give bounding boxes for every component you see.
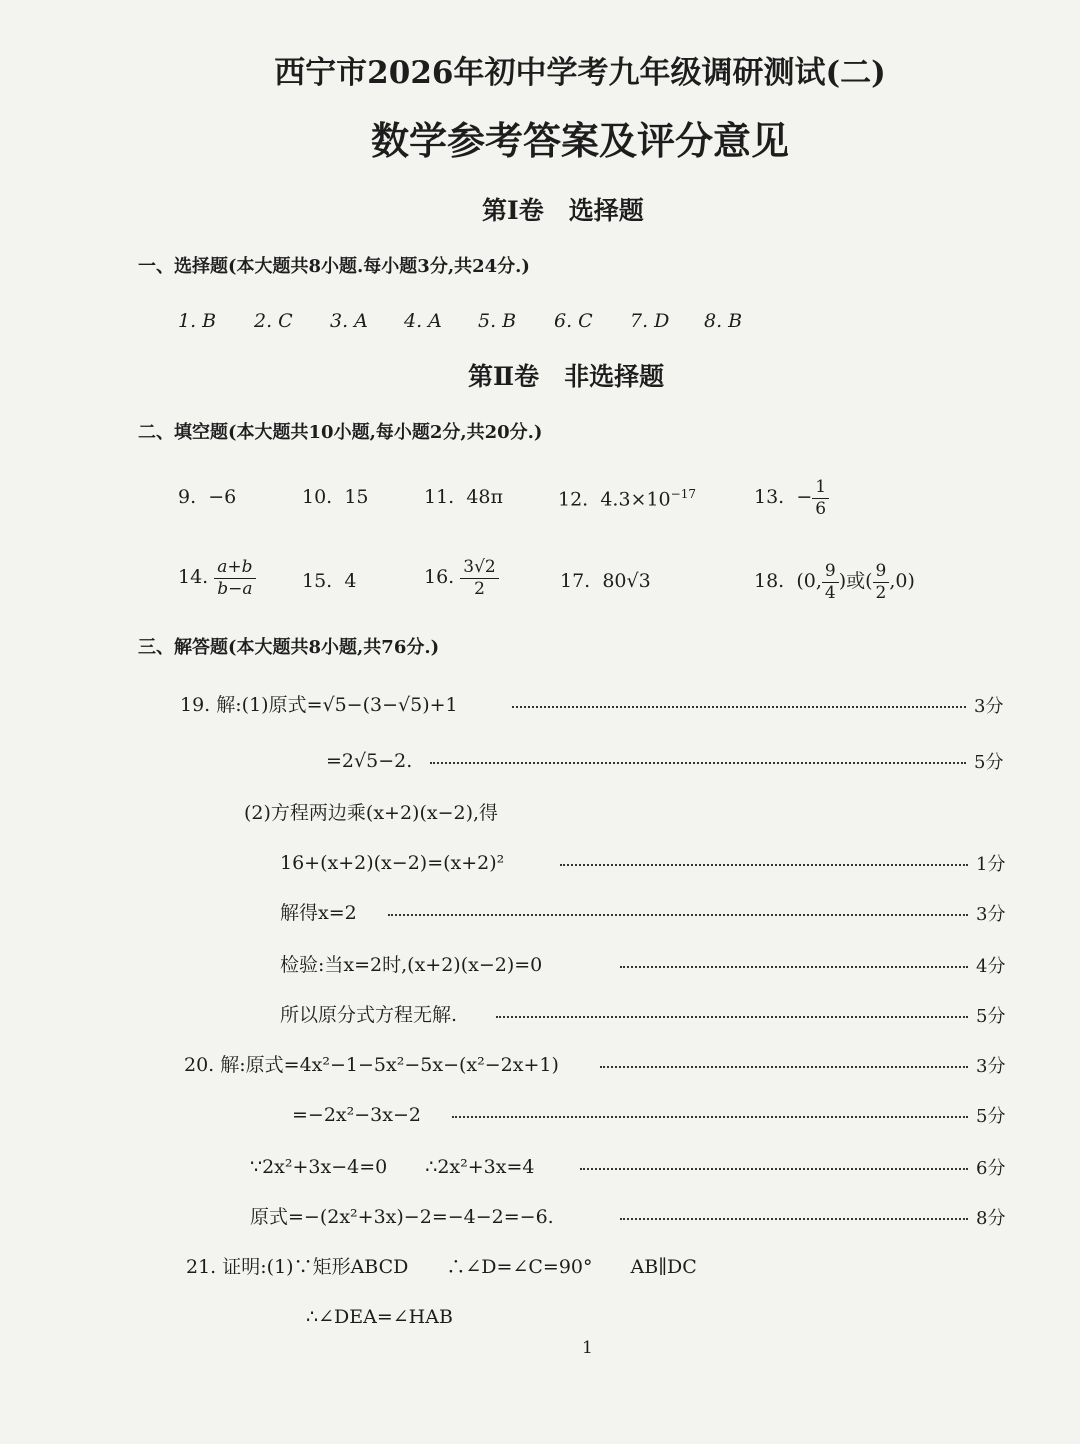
choice-answer: 4. A	[404, 310, 442, 332]
fill-answer-14: 14. $\frac{a+b}{b-a}$	[178, 558, 256, 598]
solution-line: 检验:当x=2时,(x+2)(x−2)=0	[280, 954, 543, 976]
score-label: 3分	[974, 696, 1004, 717]
dotted-leader	[430, 762, 966, 764]
solution-line: 20. 解:原式=4x²−1−5x²−5x−(x²−2x+1)	[184, 1054, 559, 1076]
dotted-leader	[580, 1168, 968, 1170]
score-label: 3分	[976, 1056, 1006, 1077]
dotted-leader	[512, 706, 966, 708]
volume-1-heading: 第Ⅰ卷 选择题	[482, 196, 644, 225]
choice-answer: 3. A	[330, 310, 368, 332]
fill-answer-13: 13. − $\frac{1}{6}$	[754, 478, 829, 518]
dotted-leader	[600, 1066, 968, 1068]
fill-answer-10: 10. 15	[302, 486, 369, 508]
score-label: 5分	[976, 1006, 1006, 1027]
score-label: 4分	[976, 956, 1006, 977]
choice-answer: 8. B	[704, 310, 743, 332]
section-1-heading: 一、选择题(本大题共8小题.每小题3分,共24分.)	[138, 256, 530, 277]
fraction: $\frac{3√2}{2}$	[460, 558, 498, 598]
page-number: 1	[582, 1338, 593, 1358]
section-3-heading: 三、解答题(本大题共8小题,共76分.)	[138, 637, 440, 658]
solution-line: 原式=−(2x²+3x)−2=−4−2=−6.	[250, 1206, 554, 1228]
solution-line: 19. 解:(1)原式=√5−(3−√5)+1	[180, 694, 458, 716]
document-subtitle: 数学参考答案及评分意见	[370, 118, 789, 163]
solution-line: ∵2x²+3x−4=0 ∴2x²+3x=4	[250, 1156, 535, 1178]
dotted-leader	[560, 864, 968, 866]
score-label: 5分	[974, 752, 1004, 773]
solution-line: =2√5−2.	[326, 750, 413, 772]
score-label: 5分	[976, 1106, 1006, 1127]
fill-answer-9: 9. −6	[178, 486, 237, 508]
dotted-leader	[620, 1218, 968, 1220]
solution-line: (2)方程两边乘(x+2)(x−2),得	[244, 802, 499, 824]
score-label: 1分	[976, 854, 1006, 875]
fill-answer-15: 15. 4	[302, 570, 357, 592]
fraction: $\frac{9}{2}$	[873, 562, 890, 602]
document-title: 西宁市2026年初中学考九年级调研测试(二)	[274, 55, 886, 91]
solution-line: 解得x=2	[280, 902, 357, 924]
choice-answer: 5. B	[478, 310, 517, 332]
fraction: $\frac{a+b}{b-a}$	[214, 558, 255, 598]
fill-answer-17: 17. 80√3	[560, 570, 651, 592]
solution-line: 16+(x+2)(x−2)=(x+2)²	[280, 852, 505, 874]
choice-answer: 1. B	[178, 310, 217, 332]
fill-answer-18: 18. (0, $\frac{9}{4}$ )或( $\frac{9}{2}$ ,0)	[754, 561, 915, 603]
fraction: $\frac{9}{4}$	[822, 562, 839, 602]
solution-line: =−2x²−3x−2	[292, 1104, 421, 1126]
fill-answer-16: 16. $\frac{3√2}{2}$	[424, 558, 499, 598]
solution-line: 21. 证明:(1)∵矩形ABCD ∴∠D=∠C=90° AB∥DC	[186, 1256, 697, 1278]
choice-answer: 6. C	[554, 310, 593, 332]
choice-answer: 7. D	[630, 310, 670, 332]
dotted-leader	[496, 1016, 968, 1018]
fraction: $\frac{1}{6}$	[812, 478, 829, 518]
score-label: 6分	[976, 1158, 1006, 1179]
section-2-heading: 二、填空题(本大题共10小题,每小题2分,共20分.)	[138, 422, 543, 443]
score-label: 3分	[976, 904, 1006, 925]
dotted-leader	[452, 1116, 968, 1118]
fill-answer-11: 11. 48π	[424, 486, 503, 508]
dotted-leader	[620, 966, 968, 968]
fill-answer-12: 12. $4.3\times 10^{-17}$	[558, 487, 696, 511]
volume-2-heading: 第Ⅱ卷 非选择题	[468, 362, 665, 391]
choice-answer: 2. C	[254, 310, 293, 332]
score-label: 8分	[976, 1208, 1006, 1229]
solution-line: ∴∠DEA=∠HAB	[306, 1306, 453, 1328]
solution-line: 所以原分式方程无解.	[280, 1004, 458, 1026]
dotted-leader	[388, 914, 968, 916]
